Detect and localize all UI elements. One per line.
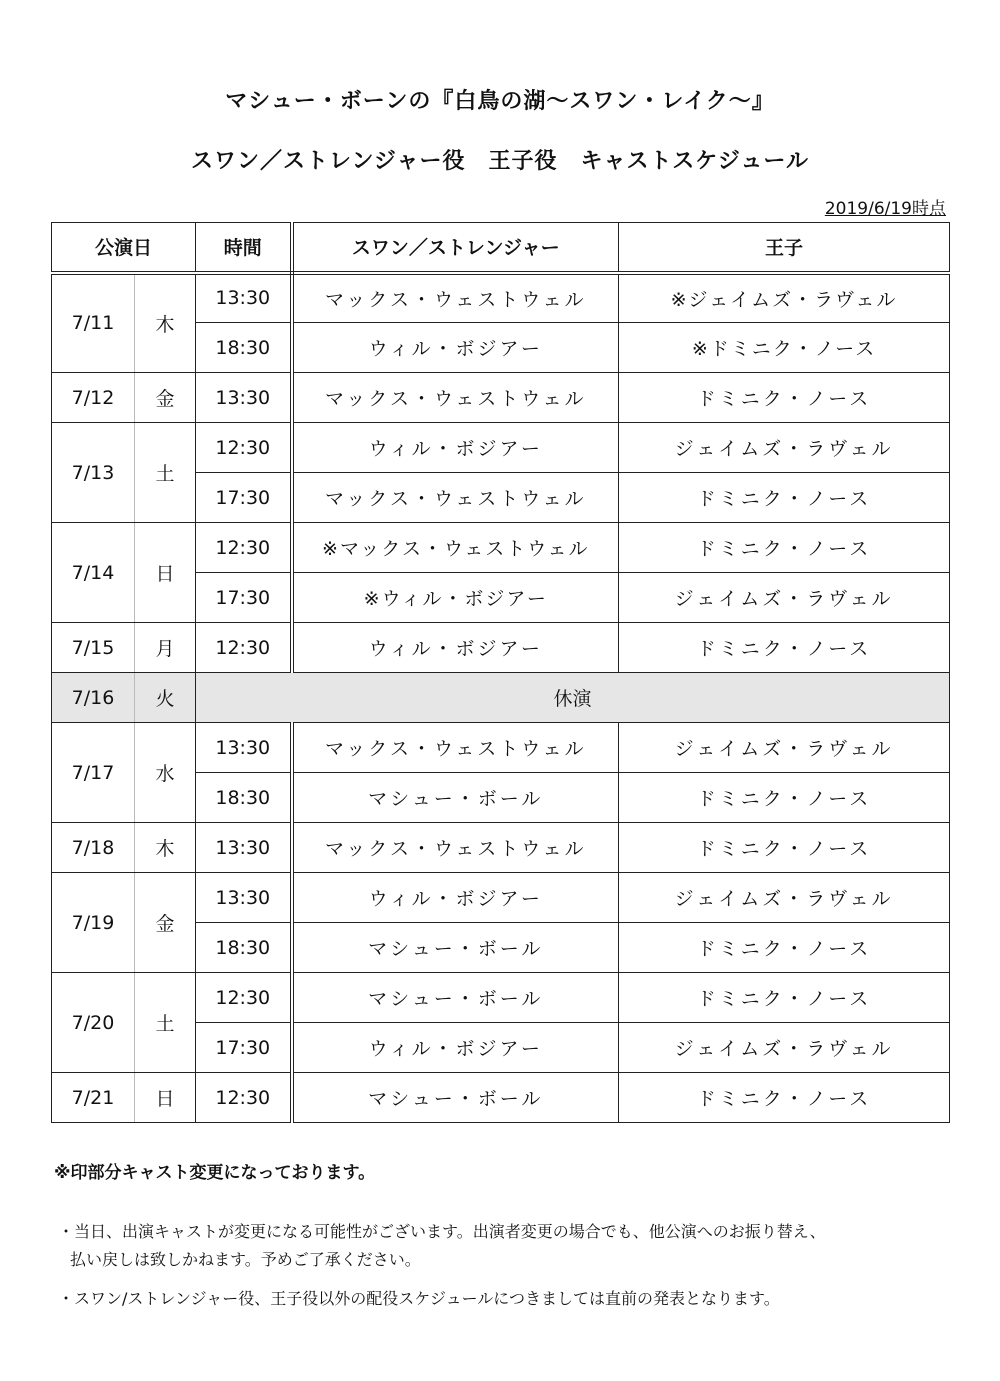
prince-cell: ドミニク・ノース [619, 773, 950, 823]
swan-cell: ウィル・ボジアー [292, 623, 619, 673]
swan-cell: ウィル・ボジアー [292, 873, 619, 923]
date-cell: 7/17 [52, 723, 135, 823]
prince-cell: ※ジェイムズ・ラヴェル [619, 273, 950, 323]
cast-change-note: ※印部分キャスト変更になっております。 [54, 1163, 376, 1183]
swan-cell: マシュー・ボール [292, 1073, 619, 1123]
time-cell: 18:30 [196, 323, 292, 373]
weekday-cell: 水 [135, 723, 196, 823]
table-row [52, 523, 950, 573]
table-row [52, 873, 950, 923]
table-row [52, 823, 950, 873]
as-of-date: 2019/6/19時点 [824, 199, 946, 219]
time-cell: 17:30 [196, 473, 292, 523]
weekday-cell: 金 [135, 373, 196, 423]
prince-cell: ジェイムズ・ラヴェル [619, 573, 950, 623]
prince-cell: ドミニク・ノース [619, 923, 950, 973]
time-cell: 12:30 [196, 423, 292, 473]
header-time: 時間 [196, 223, 292, 273]
swan-cell: ※マックス・ウェストウェル [292, 523, 619, 573]
swan-cell: マシュー・ボール [292, 923, 619, 973]
page-title: マシュー・ボーンの『白鳥の湖〜スワン・レイク〜』 [225, 89, 775, 114]
weekday-cell: 月 [135, 623, 196, 673]
date-cell: 7/20 [52, 973, 135, 1073]
weekday-cell: 土 [135, 423, 196, 523]
time-cell: 12:30 [196, 1073, 292, 1123]
weekday-cell: 火 [135, 673, 196, 723]
date-cell: 7/19 [52, 873, 135, 973]
weekday-cell: 木 [135, 823, 196, 873]
header-swan: スワン／ストレンジャー [292, 223, 619, 273]
table-row [52, 623, 950, 673]
notice-line-3: ・スワン/ストレンジャー役、王子役以外の配役スケジュールにつきましては直前の発表となります。 [58, 1289, 780, 1308]
swan-cell: マックス・ウェストウェル [292, 823, 619, 873]
swan-cell: ※ウィル・ボジアー [292, 573, 619, 623]
swan-cell: マックス・ウェストウェル [292, 723, 619, 773]
date-cell: 7/12 [52, 373, 135, 423]
time-cell: 17:30 [196, 1023, 292, 1073]
header-prince: 王子 [619, 223, 950, 273]
table-header-row [52, 223, 950, 273]
table-row [52, 1073, 950, 1123]
time-cell: 18:30 [196, 773, 292, 823]
weekday-cell: 日 [135, 523, 196, 623]
weekday-cell: 日 [135, 1073, 196, 1123]
swan-cell: ウィル・ボジアー [292, 323, 619, 373]
date-cell: 7/11 [52, 273, 135, 373]
weekday-cell: 土 [135, 973, 196, 1073]
prince-cell: ドミニク・ノース [619, 373, 950, 423]
time-cell: 13:30 [196, 723, 292, 773]
time-cell: 18:30 [196, 923, 292, 973]
time-cell: 13:30 [196, 373, 292, 423]
prince-cell: ジェイムズ・ラヴェル [619, 423, 950, 473]
time-cell: 13:30 [196, 823, 292, 873]
prince-cell: ジェイムズ・ラヴェル [619, 1023, 950, 1073]
weekday-cell: 金 [135, 873, 196, 973]
date-cell: 7/21 [52, 1073, 135, 1123]
time-cell: 13:30 [196, 273, 292, 323]
prince-cell: ドミニク・ノース [619, 473, 950, 523]
time-cell: 12:30 [196, 973, 292, 1023]
swan-cell: マックス・ウェストウェル [292, 273, 619, 323]
table-row [52, 723, 950, 773]
swan-cell: ウィル・ボジアー [292, 1023, 619, 1073]
date-cell: 7/16 [52, 673, 135, 723]
swan-cell: マシュー・ボール [292, 773, 619, 823]
time-cell: 13:30 [196, 873, 292, 923]
table-row-closed [52, 673, 950, 723]
page-subtitle: スワン／ストレンジャー役 王子役 キャストスケジュール [191, 149, 809, 174]
prince-cell: ドミニク・ノース [619, 823, 950, 873]
cast-schedule-table [51, 222, 950, 1123]
time-cell: 12:30 [196, 623, 292, 673]
closed-label: 休演 [196, 673, 950, 723]
prince-cell: ジェイムズ・ラヴェル [619, 873, 950, 923]
date-cell: 7/13 [52, 423, 135, 523]
time-cell: 12:30 [196, 523, 292, 573]
prince-cell: ドミニク・ノース [619, 623, 950, 673]
date-cell: 7/18 [52, 823, 135, 873]
swan-cell: マシュー・ボール [292, 973, 619, 1023]
prince-cell: ※ドミニク・ノース [619, 323, 950, 373]
date-cell: 7/15 [52, 623, 135, 673]
swan-cell: マックス・ウェストウェル [292, 373, 619, 423]
time-cell: 17:30 [196, 573, 292, 623]
table-row [52, 423, 950, 473]
prince-cell: ドミニク・ノース [619, 973, 950, 1023]
date-cell: 7/14 [52, 523, 135, 623]
notice-line-2: 払い戻しは致しかねます。予めご了承ください。 [70, 1250, 421, 1269]
notice-line-1: ・当日、出演キャストが変更になる可能性がございます。出演者変更の場合でも、他公演へのお振り替え、 [58, 1222, 826, 1241]
prince-cell: ジェイムズ・ラヴェル [619, 723, 950, 773]
swan-cell: ウィル・ボジアー [292, 423, 619, 473]
header-date: 公演日 [52, 223, 196, 273]
prince-cell: ドミニク・ノース [619, 523, 950, 573]
table-row [52, 973, 950, 1023]
table-row [52, 273, 950, 323]
table-row [52, 373, 950, 423]
swan-cell: マックス・ウェストウェル [292, 473, 619, 523]
prince-cell: ドミニク・ノース [619, 1073, 950, 1123]
weekday-cell: 木 [135, 273, 196, 373]
